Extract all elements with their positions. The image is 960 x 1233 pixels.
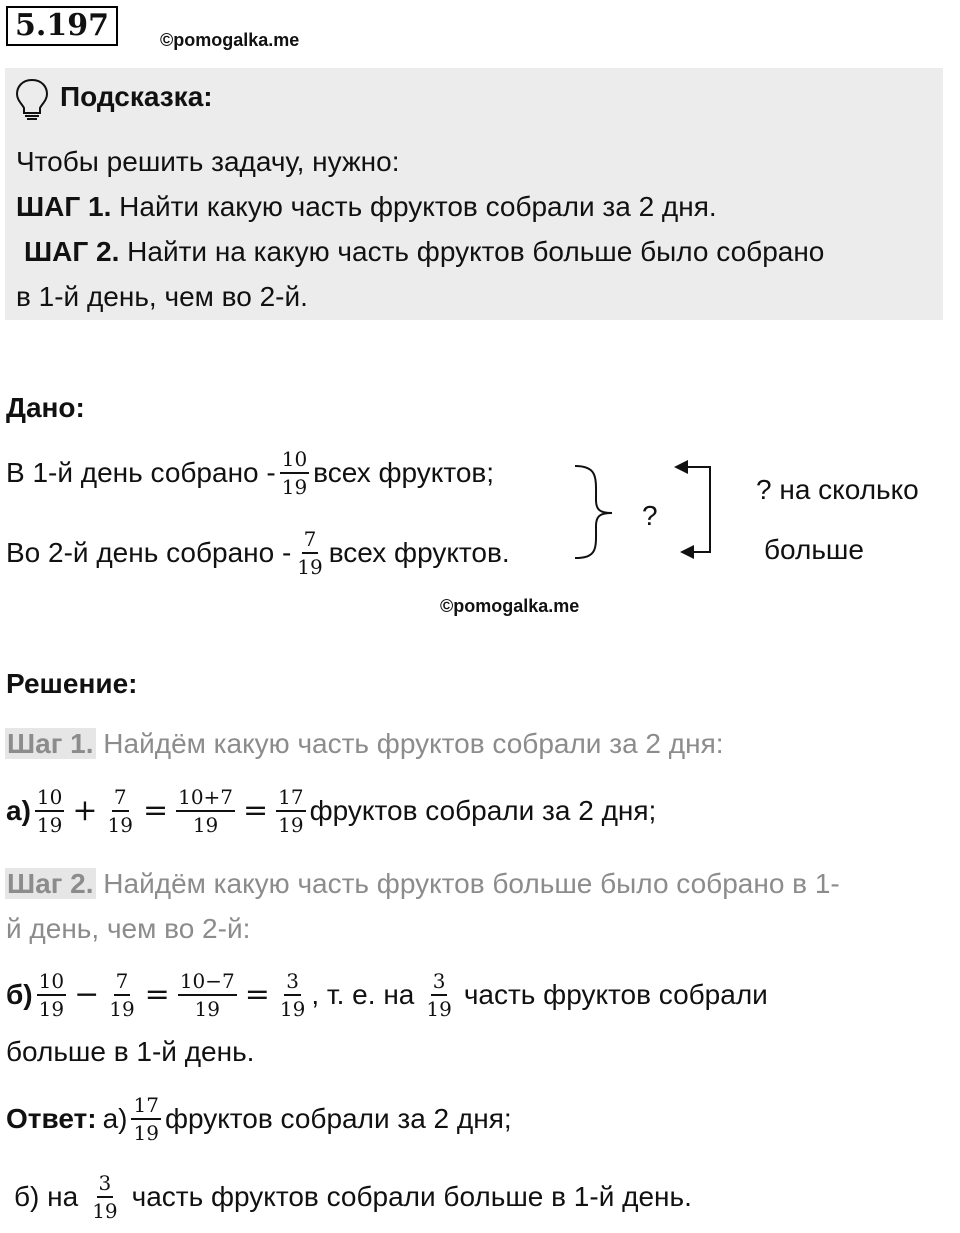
solution-step2-cont: й день, чем во 2-й: (6, 913, 251, 944)
fraction (107, 970, 136, 1020)
fraction (131, 1094, 160, 1144)
fraction-numerator: 3 (431, 970, 448, 996)
fraction-denominator: 19 (426, 997, 452, 1021)
fraction-denominator: 19 (194, 997, 220, 1021)
equals-sign: = (243, 793, 269, 828)
hint-step2-text: Найти на какую часть фруктов больше было собрано (127, 236, 825, 267)
fraction (106, 786, 135, 836)
part-b-text: часть фруктов собрали (463, 979, 768, 1010)
equals-sign: = (244, 977, 270, 1012)
fraction-numerator: 7 (114, 970, 131, 996)
hint-step1-text: Найти какую часть фруктов собрали за 2 дня. (119, 191, 717, 222)
given-line1-prefix: В 1-й день собрано - (6, 457, 276, 488)
solution-step1-text: Найдём какую часть фруктов собрали за 2 дня: (103, 728, 724, 759)
plus-sign: + (72, 793, 98, 828)
answer-b-text: часть фруктов собрали больше в 1-й день. (131, 1181, 692, 1212)
watermark-given: ©pomogalka.me (440, 596, 580, 616)
arrow-head-bottom (680, 545, 694, 559)
solution-step1 (5, 726, 724, 762)
answer-a-label: а) (102, 1103, 128, 1134)
brace-shape (575, 466, 612, 558)
fraction-numerator: 3 (97, 1172, 114, 1198)
hint-step2-cont: в 1-й день, чем во 2-й. (16, 281, 308, 312)
fraction (178, 970, 237, 1020)
hint-step1-label: ШАГ 1. (16, 191, 112, 222)
fraction-denominator: 19 (92, 1199, 118, 1223)
fraction-denominator: 19 (36, 813, 63, 837)
fraction-denominator: 19 (38, 997, 65, 1021)
fraction-denominator: 19 (278, 813, 304, 837)
given-question-line1: ? на сколько (756, 474, 919, 505)
fraction-numerator: 10−7 (178, 970, 237, 996)
fraction (35, 786, 64, 836)
fraction (90, 1172, 119, 1222)
hint-step2 (24, 234, 824, 270)
part-b-mid: , т. е. на (311, 979, 415, 1010)
hint-title: Подсказка: (60, 81, 213, 112)
answer-line-b (14, 1172, 692, 1222)
problem-number: 5.197 (6, 6, 118, 46)
solution-step2 (5, 866, 840, 902)
given-line-1 (6, 448, 494, 498)
fraction-numerator: 17 (276, 786, 305, 812)
part-a-text: фруктов собрали за 2 дня; (309, 795, 657, 826)
given-line-2 (6, 528, 510, 578)
equals-sign: = (142, 793, 169, 828)
fraction-numerator: 10 (35, 786, 64, 812)
part-b-cont: больше в 1-й день. (6, 1036, 255, 1067)
fraction-denominator: 19 (107, 813, 133, 837)
fraction-denominator: 19 (109, 997, 135, 1021)
fraction (276, 786, 305, 836)
arrow-head-top (674, 460, 688, 474)
fraction-denominator: 19 (279, 997, 306, 1021)
part-b-label: б) (6, 979, 33, 1010)
fraction-numerator: 17 (131, 1094, 160, 1120)
fraction (424, 970, 453, 1020)
fraction-numerator: 10 (37, 970, 66, 996)
hint-step1 (16, 189, 717, 225)
fraction-denominator: 19 (133, 1121, 159, 1145)
given-line2-suffix: всех фруктов. (328, 537, 510, 568)
answer-b-prefix: б) на (14, 1181, 79, 1212)
given-heading: Дано: (6, 392, 85, 423)
solution-part-a (6, 786, 656, 836)
given-line1-suffix: всех фруктов; (313, 457, 495, 488)
part-a-label: а) (6, 795, 31, 826)
hint-step2-label: ШАГ 2. (24, 236, 120, 267)
equals-sign: = (144, 977, 170, 1012)
given-fraction-1 (280, 448, 309, 498)
minus-sign: − (74, 977, 100, 1012)
answer-a-text: фруктов собрали за 2 дня; (164, 1103, 512, 1134)
fraction-denominator: 19 (192, 813, 219, 837)
given-line2-prefix: Во 2-й день собрано - (6, 537, 292, 568)
given-question-mark: ? (642, 500, 658, 531)
solution-part-b (6, 970, 768, 1020)
solution-step2-label: Шаг 2. (7, 868, 94, 899)
hint-intro: Чтобы решить задачу, нужно: (16, 146, 400, 177)
solution-step1-label: Шаг 1. (7, 728, 94, 759)
fraction (37, 970, 66, 1020)
given-fraction-2 (295, 528, 324, 578)
fraction-numerator: 3 (284, 970, 301, 996)
answer-label: Ответ: (6, 1103, 97, 1134)
fraction-numerator: 7 (302, 528, 319, 554)
solution-step2-text: Найдём какую часть фруктов больше было собрано в 1- (103, 868, 840, 899)
arrow-bracket (678, 467, 710, 552)
answer-line-a (6, 1094, 512, 1144)
watermark: ©pomogalka.me (160, 30, 300, 50)
given-question-line2: больше (764, 534, 864, 565)
fraction-numerator: 10+7 (176, 786, 235, 812)
fraction (278, 970, 307, 1020)
fraction-denominator: 19 (281, 475, 308, 499)
fraction-numerator: 10 (280, 448, 309, 474)
fraction-denominator: 19 (297, 555, 323, 579)
solution-heading: Решение: (6, 668, 138, 699)
fraction (176, 786, 235, 836)
fraction-numerator: 7 (112, 786, 129, 812)
